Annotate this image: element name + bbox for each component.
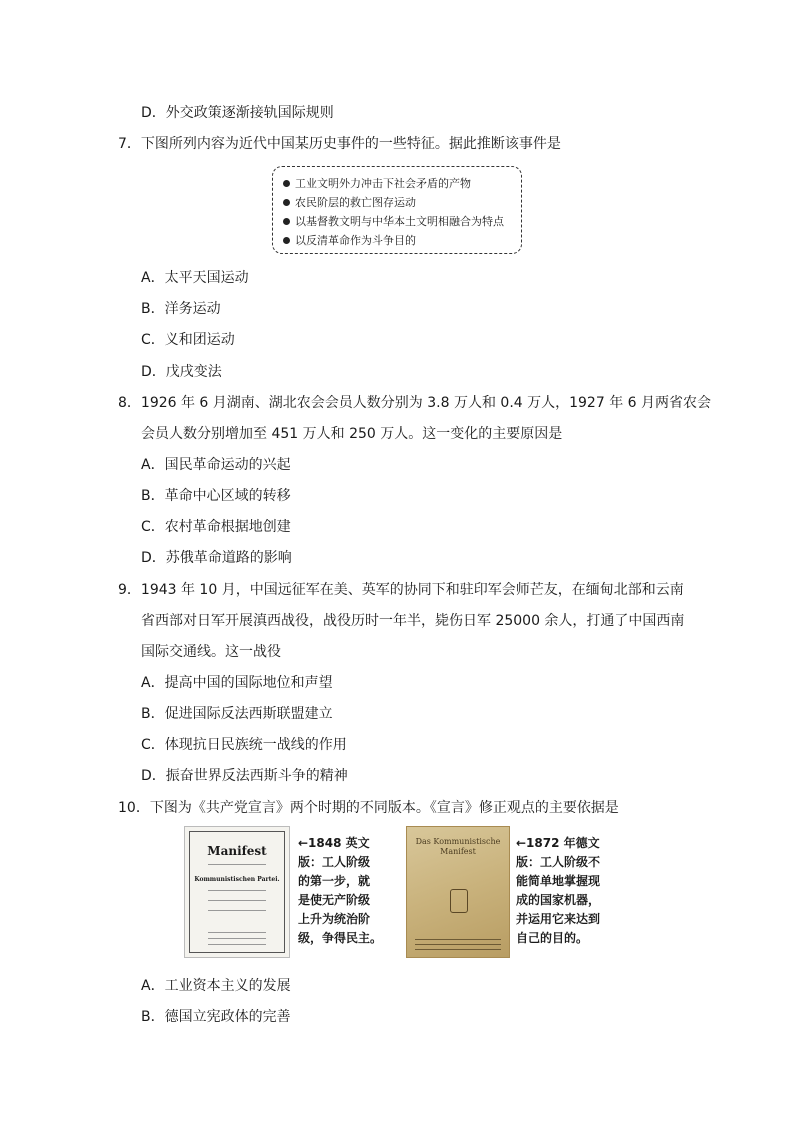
q8-stem-line1: 8．1926 年 6 月湖南、湖北农会会员人数分别为 3.8 万人和 0.4 万人，1927 年 6 月两省农会 bbox=[118, 395, 712, 411]
q7-feature-box bbox=[272, 166, 522, 254]
caption-1848: ←1848 英文 版：工人阶级 的第一步，就 是使无产阶级 上升为统治阶 级，争得民主。 bbox=[298, 836, 383, 945]
q7-option-d: D．戊戌变法 bbox=[141, 364, 222, 380]
q9-stem-line2: 省西部对日军开展滇西战役，战役历时一年半，毙伤日军 25000 余人，打通了中国西南 bbox=[141, 613, 685, 629]
cover2-title: Das Kommunistische Manifest bbox=[415, 837, 501, 856]
q7-option-b: B．洋务运动 bbox=[141, 301, 221, 317]
bullet-icon bbox=[283, 180, 290, 187]
manifesto-1872-cover bbox=[406, 826, 510, 958]
q10-stem: 10．下图为《共产党宣言》两个时期的不同版本。《宣言》修正观点的主要依据是 bbox=[118, 800, 619, 816]
emblem-icon bbox=[450, 889, 468, 913]
q7-option-c: C．义和团运动 bbox=[141, 332, 235, 348]
cover1-subtitle: Kommunistischen Partei. bbox=[194, 876, 280, 883]
q7-feature: 农民阶层的救亡图存运动 bbox=[283, 193, 521, 212]
q7-feature: 以基督教文明与中华本土文明相融合为特点 bbox=[283, 212, 521, 231]
q9-stem-line3: 国际交通线。这一战役 bbox=[141, 644, 281, 660]
q8-option-d: D．苏俄革命道路的影响 bbox=[141, 550, 292, 566]
q10-option-a: A．工业资本主义的发展 bbox=[141, 978, 291, 994]
q8-option-a: A．国民革命运动的兴起 bbox=[141, 457, 291, 473]
q9-option-a: A．提高中国的国际地位和声望 bbox=[141, 675, 333, 691]
q9-option-d: D．振奋世界反法西斯斗争的精神 bbox=[141, 768, 348, 784]
q8-option-c: C．农村革命根据地创建 bbox=[141, 519, 291, 535]
q9-stem-line1: 9．1943 年 10 月，中国远征军在美、英军的协同下和驻印军会师芒友，在缅甸北部和云南 bbox=[118, 582, 684, 598]
q7-stem: 7．下图所列内容为近代中国某历史事件的一些特征。据此推断该事件是 bbox=[118, 136, 561, 152]
q8-option-b: B．革命中心区域的转移 bbox=[141, 488, 291, 504]
q8-stem-line2: 会员人数分别增加至 451 万人和 250 万人。这一变化的主要原因是 bbox=[141, 426, 563, 442]
q6-option-d: D．外交政策逐渐接轨国际规则 bbox=[141, 105, 334, 121]
manifesto-1848-cover bbox=[184, 826, 290, 958]
q7-option-a: A．太平天国运动 bbox=[141, 270, 249, 286]
bullet-icon bbox=[283, 237, 290, 244]
caption-1872: ←1872 年德文 版：工人阶级不 能简单地掌握现 成的国家机器， 并运用它来达到 自己的目的。 bbox=[516, 836, 601, 945]
q7-feature: 以反清革命作为斗争目的 bbox=[283, 231, 521, 250]
bullet-icon bbox=[283, 199, 290, 206]
q9-option-b: B．促进国际反法西斯联盟建立 bbox=[141, 706, 333, 722]
cover1-title: Manifest bbox=[207, 844, 267, 858]
q7-feature: 工业文明外力冲击下社会矛盾的产物 bbox=[283, 174, 521, 193]
q10-option-b: B．德国立宪政体的完善 bbox=[141, 1009, 291, 1025]
q9-option-c: C．体现抗日民族统一战线的作用 bbox=[141, 737, 347, 753]
bullet-icon bbox=[283, 218, 290, 225]
